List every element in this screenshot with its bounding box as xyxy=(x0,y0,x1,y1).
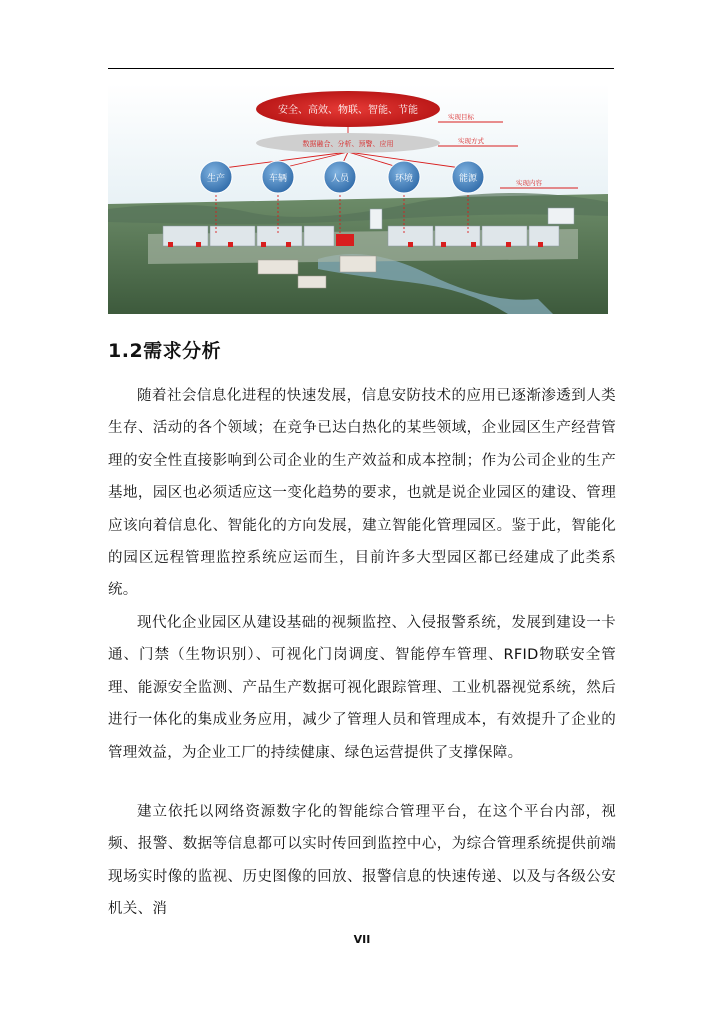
goal-ellipse-label: 安全、高效、物联、智能、节能 xyxy=(278,105,418,116)
section-heading: 1.2需求分析 xyxy=(108,340,222,362)
side-label-content: 实现内容 xyxy=(516,179,542,187)
page-number: VII xyxy=(353,933,371,946)
node-environment-label: 环境 xyxy=(394,174,414,184)
side-label-goal: 实现目标 xyxy=(448,113,474,121)
node-personnel-label: 人员 xyxy=(330,174,350,184)
park-illustration xyxy=(108,84,608,314)
node-production-label: 生产 xyxy=(206,174,226,184)
park-diagram xyxy=(108,84,608,314)
header-rule xyxy=(108,68,614,69)
node-energy-label: 能源 xyxy=(458,174,478,184)
node-vehicles-label: 车辆 xyxy=(268,174,288,184)
paragraph-1: 随着社会信息化进程的快速发展，信息安防技术的应用已逐渐渗透到人类生存、活动的各个领域；在竞争已达白热化的某些领域，企业园区生产经营管理的安全性直接影响到公司企业的生产效益和成本控制；作为公司企业的生产基地，园区也必须适应这一变化趋势的要求，也就是说企业园区的建设、管理应该向着信息化、智能化的方向发展，建立智能化管理园区。鉴于此，智能化的园区远程管理监控系统应运而生，目前许多大型园区都已经建成了此类系统。 xyxy=(108,388,616,599)
paragraph-2: 现代化企业园区从建设基础的视频监控、入侵报警系统，发展到建设一卡通、门禁（生物识别）、可视化门岗调度、智能停车管理、RFID物联安全管理、能源安全监测、产品生产数据可视化跟踪管理、工业机器视觉系统，然后进行一体化的集成业务应用，减少了管理人员和管理成本，有效提升了企业的管理效益，为企业工厂的持续健康、绿色运营提供了支撑保障。 xyxy=(108,615,616,761)
side-label-method: 实现方式 xyxy=(458,137,484,145)
paragraph-3: 建立依托以网络资源数字化的智能综合管理平台，在这个平台内部，视频、报警、数据等信息都可以实时传回到监控中心，为综合管理系统提供前端现场实时像的监视、历史图像的回放、报警信息的快速传递、以及与各级公安机关、消 xyxy=(108,804,616,918)
method-ellipse-label: 数据融合、分析、预警、应用 xyxy=(302,140,394,148)
